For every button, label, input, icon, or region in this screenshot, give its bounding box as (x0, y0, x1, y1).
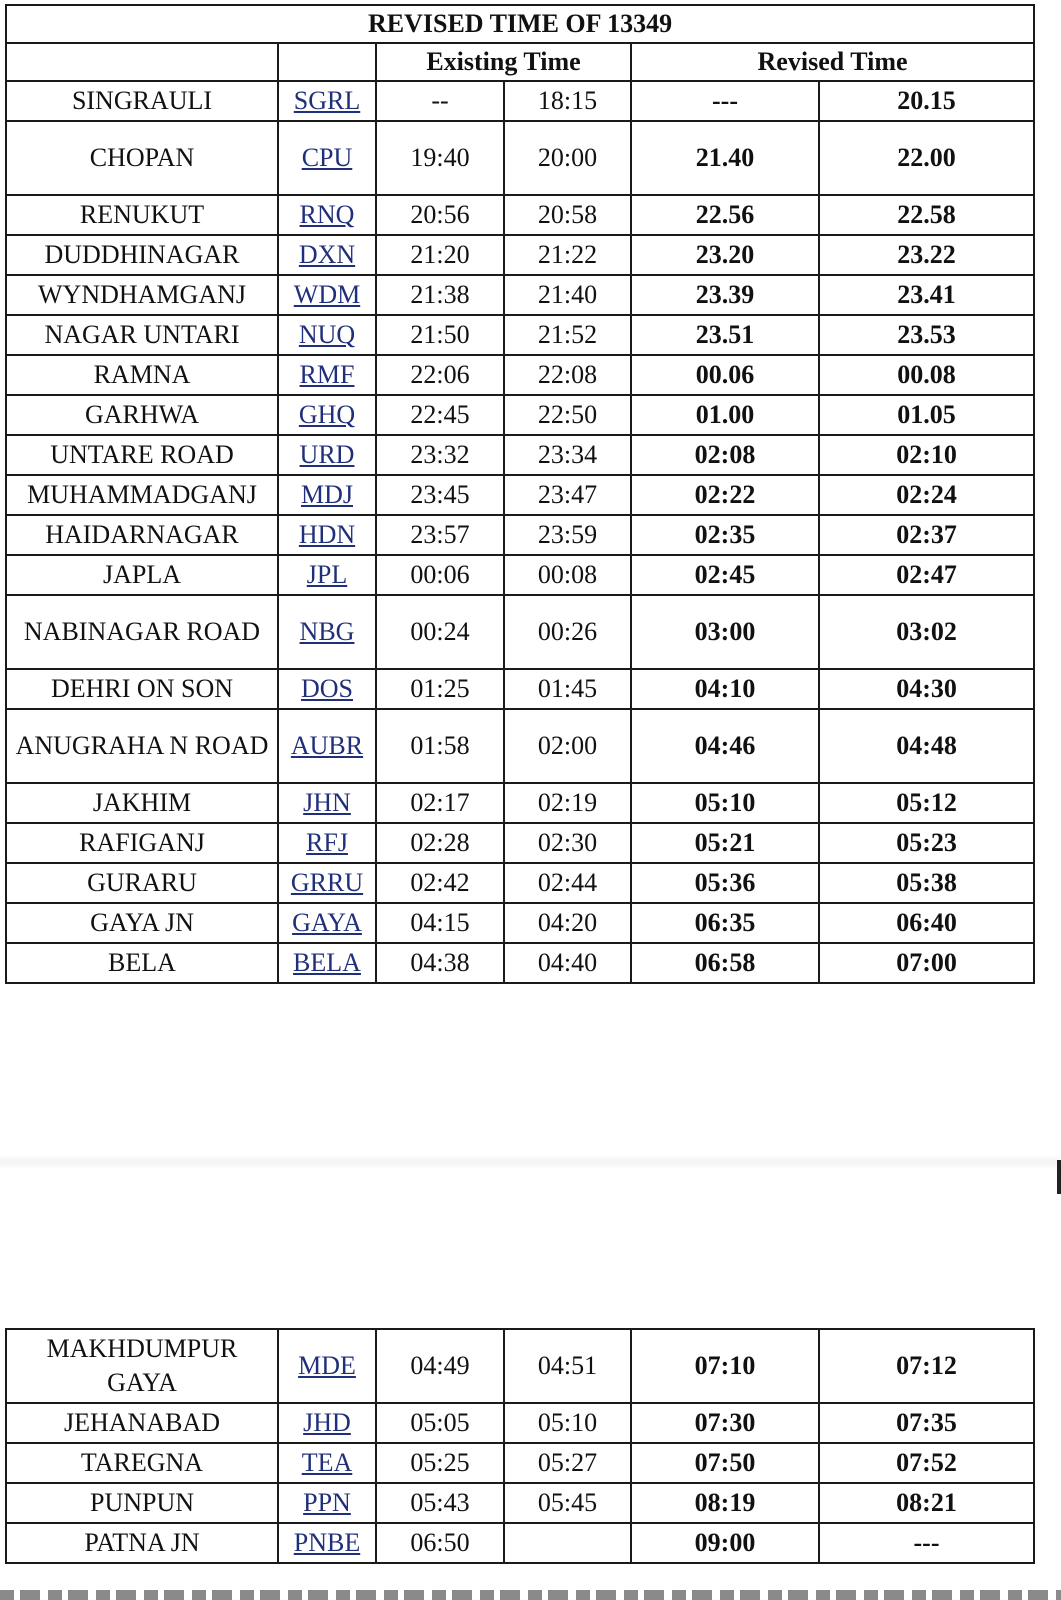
existing-departure: 20:58 (504, 195, 631, 235)
revised-departure: 23.41 (819, 275, 1034, 315)
revised-time-header: Revised Time (631, 43, 1034, 81)
existing-arrival: 23:32 (376, 435, 504, 475)
existing-departure: 21:40 (504, 275, 631, 315)
existing-departure: 20:00 (504, 121, 631, 195)
timetable-bottom (5, 1328, 1035, 1564)
table-row (6, 669, 1034, 709)
revised-arrival: 02:35 (631, 515, 819, 555)
station-code: GAYA (278, 903, 376, 943)
station-name: DEHRI ON SON (6, 669, 278, 709)
table-row (6, 435, 1034, 475)
table-row (6, 395, 1034, 435)
existing-arrival: 04:15 (376, 903, 504, 943)
revised-departure: 04:48 (819, 709, 1034, 783)
existing-departure: 21:22 (504, 235, 631, 275)
revised-arrival: 02:08 (631, 435, 819, 475)
existing-departure: 23:59 (504, 515, 631, 555)
header-row (6, 43, 1034, 81)
revised-departure: 00.08 (819, 355, 1034, 395)
revised-arrival: 01.00 (631, 395, 819, 435)
station-name: HAIDARNAGAR (6, 515, 278, 555)
existing-departure: 02:00 (504, 709, 631, 783)
table-row (6, 355, 1034, 395)
timetable-top (5, 4, 1035, 984)
table-row (6, 1443, 1034, 1483)
station-code: GHQ (278, 395, 376, 435)
table-title: REVISED TIME OF 13349 (6, 5, 1034, 43)
station-name: GAYA JN (6, 903, 278, 943)
table-row (6, 1403, 1034, 1443)
revised-departure: 02:10 (819, 435, 1034, 475)
existing-arrival: -- (376, 81, 504, 121)
station-name: MUHAMMADGANJ (6, 475, 278, 515)
table-row (6, 555, 1034, 595)
existing-arrival: 21:50 (376, 315, 504, 355)
existing-departure: 02:30 (504, 823, 631, 863)
header-blank-name (6, 43, 278, 81)
station-name: ANUGRAHA N ROAD (6, 709, 278, 783)
existing-arrival: 01:58 (376, 709, 504, 783)
existing-time-header: Existing Time (376, 43, 631, 81)
station-code: WDM (278, 275, 376, 315)
existing-arrival: 06:50 (376, 1523, 504, 1563)
revised-departure: 07:00 (819, 943, 1034, 983)
station-code: TEA (278, 1443, 376, 1483)
table-row (6, 81, 1034, 121)
revised-arrival: 06:58 (631, 943, 819, 983)
existing-arrival: 04:49 (376, 1329, 504, 1403)
station-name: MAKHDUMPUR GAYA (6, 1329, 278, 1403)
revised-departure: 03:02 (819, 595, 1034, 669)
revised-arrival: 05:21 (631, 823, 819, 863)
revised-departure: 08:21 (819, 1483, 1034, 1523)
revised-departure: 23.53 (819, 315, 1034, 355)
revised-arrival: 09:00 (631, 1523, 819, 1563)
revised-departure: 05:38 (819, 863, 1034, 903)
revised-departure: 22.00 (819, 121, 1034, 195)
station-name: RAMNA (6, 355, 278, 395)
station-name: PATNA JN (6, 1523, 278, 1563)
existing-departure: 04:40 (504, 943, 631, 983)
revised-departure: 04:30 (819, 669, 1034, 709)
station-code: JPL (278, 555, 376, 595)
revised-departure: 07:35 (819, 1403, 1034, 1443)
station-code: PNBE (278, 1523, 376, 1563)
revised-arrival: 02:45 (631, 555, 819, 595)
station-name: NABINAGAR ROAD (6, 595, 278, 669)
existing-departure: 23:34 (504, 435, 631, 475)
existing-arrival: 02:28 (376, 823, 504, 863)
revised-arrival: 08:19 (631, 1483, 819, 1523)
revised-arrival: 02:22 (631, 475, 819, 515)
table-row (6, 475, 1034, 515)
table-row (6, 121, 1034, 195)
station-code: BELA (278, 943, 376, 983)
existing-departure: 02:44 (504, 863, 631, 903)
existing-arrival: 01:25 (376, 669, 504, 709)
revised-departure: 23.22 (819, 235, 1034, 275)
revised-arrival: 07:50 (631, 1443, 819, 1483)
existing-departure (504, 1523, 631, 1563)
station-code: JHN (278, 783, 376, 823)
scan-artifact (0, 1155, 1061, 1169)
existing-arrival: 00:06 (376, 555, 504, 595)
revised-departure: 01.05 (819, 395, 1034, 435)
title-row (6, 5, 1034, 43)
existing-departure: 00:26 (504, 595, 631, 669)
station-name: RAFIGANJ (6, 823, 278, 863)
revised-departure: 20.15 (819, 81, 1034, 121)
station-code: RNQ (278, 195, 376, 235)
revised-departure: 02:24 (819, 475, 1034, 515)
station-code: AUBR (278, 709, 376, 783)
station-code: MDE (278, 1329, 376, 1403)
revised-arrival: 23.51 (631, 315, 819, 355)
table-row (6, 275, 1034, 315)
existing-departure: 04:20 (504, 903, 631, 943)
table-row (6, 515, 1034, 555)
station-code: DOS (278, 669, 376, 709)
table-row (6, 1523, 1034, 1563)
timetable-bottom-body (6, 1329, 1034, 1563)
revised-departure: 22.58 (819, 195, 1034, 235)
revised-departure: 05:23 (819, 823, 1034, 863)
station-name: JAKHIM (6, 783, 278, 823)
table-row (6, 315, 1034, 355)
table-row (6, 195, 1034, 235)
station-code: URD (278, 435, 376, 475)
station-name: CHOPAN (6, 121, 278, 195)
station-code: DXN (278, 235, 376, 275)
station-code: MDJ (278, 475, 376, 515)
station-name: NAGAR UNTARI (6, 315, 278, 355)
existing-arrival: 05:05 (376, 1403, 504, 1443)
revised-arrival: 04:10 (631, 669, 819, 709)
revised-departure: 07:12 (819, 1329, 1034, 1403)
table-row (6, 783, 1034, 823)
existing-departure: 21:52 (504, 315, 631, 355)
station-code: JHD (278, 1403, 376, 1443)
existing-arrival: 05:25 (376, 1443, 504, 1483)
revised-arrival: 21.40 (631, 121, 819, 195)
station-code: GRRU (278, 863, 376, 903)
revised-arrival: 05:10 (631, 783, 819, 823)
table-row (6, 1329, 1034, 1403)
existing-arrival: 20:56 (376, 195, 504, 235)
existing-departure: 22:08 (504, 355, 631, 395)
table-row (6, 823, 1034, 863)
page-edge-mark (1057, 1160, 1061, 1194)
existing-arrival: 04:38 (376, 943, 504, 983)
station-name: UNTARE ROAD (6, 435, 278, 475)
revised-departure: 02:37 (819, 515, 1034, 555)
header-blank-code (278, 43, 376, 81)
revised-departure: 07:52 (819, 1443, 1034, 1483)
existing-arrival: 05:43 (376, 1483, 504, 1523)
station-name: DUDDHINAGAR (6, 235, 278, 275)
station-code: CPU (278, 121, 376, 195)
revised-arrival: 00.06 (631, 355, 819, 395)
existing-arrival: 02:42 (376, 863, 504, 903)
station-code: PPN (278, 1483, 376, 1523)
existing-departure: 02:19 (504, 783, 631, 823)
revised-arrival: 06:35 (631, 903, 819, 943)
station-name: PUNPUN (6, 1483, 278, 1523)
revised-departure: --- (819, 1523, 1034, 1563)
table-row (6, 709, 1034, 783)
table-row (6, 235, 1034, 275)
revised-departure: 02:47 (819, 555, 1034, 595)
existing-arrival: 00:24 (376, 595, 504, 669)
station-name: SINGRAULI (6, 81, 278, 121)
existing-departure: 23:47 (504, 475, 631, 515)
table-row (6, 1483, 1034, 1523)
existing-arrival: 21:20 (376, 235, 504, 275)
existing-departure: 05:10 (504, 1403, 631, 1443)
existing-arrival: 22:45 (376, 395, 504, 435)
table-row (6, 943, 1034, 983)
revised-arrival: 05:36 (631, 863, 819, 903)
station-name: GURARU (6, 863, 278, 903)
station-name: JEHANABAD (6, 1403, 278, 1443)
station-name: WYNDHAMGANJ (6, 275, 278, 315)
station-code: SGRL (278, 81, 376, 121)
revised-arrival: 07:30 (631, 1403, 819, 1443)
existing-arrival: 23:45 (376, 475, 504, 515)
revised-departure: 06:40 (819, 903, 1034, 943)
revised-arrival: 07:10 (631, 1329, 819, 1403)
revised-arrival: 04:46 (631, 709, 819, 783)
table-row (6, 863, 1034, 903)
station-code: HDN (278, 515, 376, 555)
existing-departure: 18:15 (504, 81, 631, 121)
table-row (6, 903, 1034, 943)
table-row (6, 595, 1034, 669)
existing-departure: 05:45 (504, 1483, 631, 1523)
existing-departure: 22:50 (504, 395, 631, 435)
cut-off-footnote (0, 1582, 1061, 1600)
existing-arrival: 19:40 (376, 121, 504, 195)
station-name: GARHWA (6, 395, 278, 435)
revised-arrival: 03:00 (631, 595, 819, 669)
station-name: BELA (6, 943, 278, 983)
station-code: NUQ (278, 315, 376, 355)
revised-arrival: --- (631, 81, 819, 121)
revised-arrival: 23.20 (631, 235, 819, 275)
station-name: JAPLA (6, 555, 278, 595)
station-name: RENUKUT (6, 195, 278, 235)
revised-departure: 05:12 (819, 783, 1034, 823)
existing-arrival: 02:17 (376, 783, 504, 823)
timetable-top-body (6, 81, 1034, 983)
existing-arrival: 23:57 (376, 515, 504, 555)
revised-arrival: 22.56 (631, 195, 819, 235)
existing-arrival: 22:06 (376, 355, 504, 395)
station-code: NBG (278, 595, 376, 669)
existing-arrival: 21:38 (376, 275, 504, 315)
station-code: RMF (278, 355, 376, 395)
revised-arrival: 23.39 (631, 275, 819, 315)
existing-departure: 05:27 (504, 1443, 631, 1483)
station-code: RFJ (278, 823, 376, 863)
existing-departure: 00:08 (504, 555, 631, 595)
existing-departure: 04:51 (504, 1329, 631, 1403)
existing-departure: 01:45 (504, 669, 631, 709)
station-name: TAREGNA (6, 1443, 278, 1483)
